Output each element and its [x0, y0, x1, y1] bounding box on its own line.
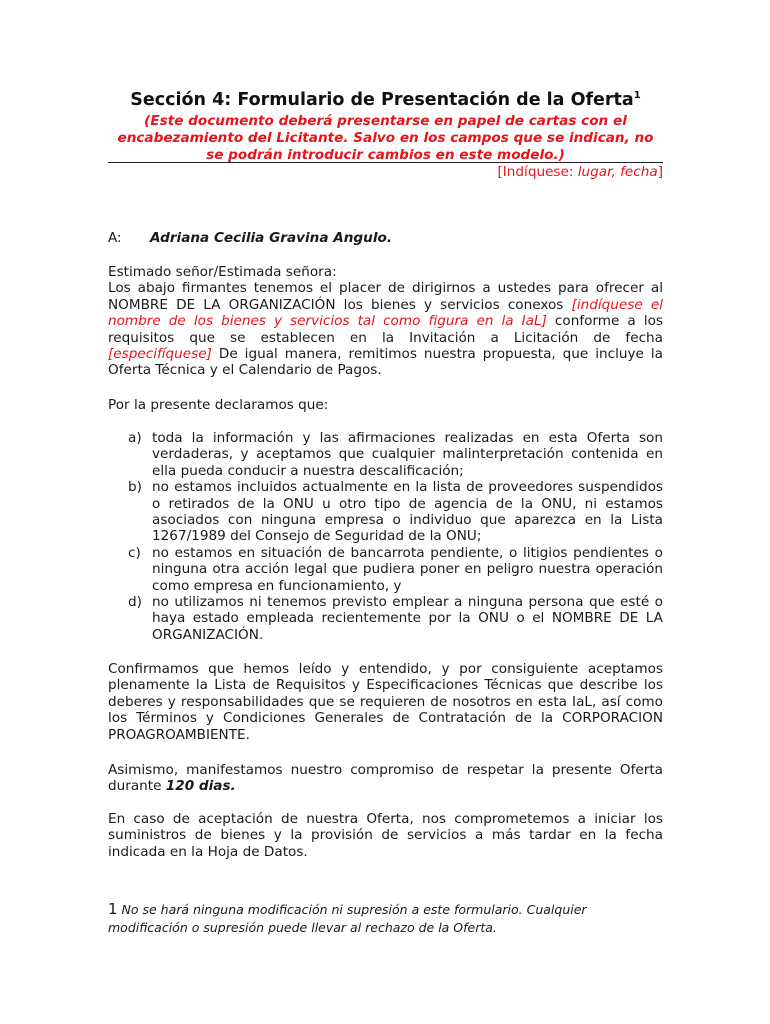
dateline-open: [Indíquese: [497, 164, 578, 180]
addressee-label: A: [108, 230, 122, 246]
list-item-text: no estamos en situación de bancarrota pendiente, o litigios pendientes o ninguna otra acción legal que pudiera poner en peligro nuestra operación como empresa en funcionamiento, y [152, 544, 663, 594]
commitment-paragraph: En caso de aceptación de nuestra Oferta, nos comprometemos a iniciar los suministros de bienes y la provisión de servicios a más tardar en la fecha indicada en la Hoja de Datos. [108, 811, 663, 860]
footnote [108, 900, 663, 937]
list-item [128, 430, 663, 479]
instruction-note: (Este documento deberá presentarse en papel de cartas con el encabezamiento del Licitante. Salvo en los campos que se indican, no se podrán introducir cambios en este modelo.) [117, 113, 654, 163]
list-item-text: toda la información y las afirmaciones realizadas en esta Oferta son verdaderas, y aceptamos que cualquier malinterpretación contenida en ella pueda conducir a nuestra descalificación; [152, 430, 663, 479]
page-title [108, 90, 663, 110]
date-placeholder: [especifíquese] [108, 346, 212, 363]
intro-body [108, 280, 663, 378]
intro-text-1: Los abajo firmantes tenemos el placer de dirigirnos a ustedes para ofrecer al NOMBRE DE LA ORGANIZACIÓN los bienes y servicios conexos [108, 280, 663, 313]
list-marker: c) [128, 544, 141, 561]
confirmation-paragraph: Confirmamos que hemos leído y entendido, y por consiguiente aceptamos plenamente la Lista de Requisitos y Especificaciones Técnicas que describe los deberes y responsabilidades que se requieren de nosotros en esta IaL, así como los Términos y Condiciones Generales de Contratación de la CORPORACION PROAGROAMBIENTE. [108, 661, 663, 743]
goods-services-placeholder: [indíquese el nombre de los bienes y servicios tal como figura en la IaL] [108, 296, 663, 330]
list-marker: a) [128, 430, 142, 446]
list-item [128, 594, 663, 643]
list-item [128, 545, 663, 594]
title-footnote-mark: 1 [633, 90, 641, 102]
list-item-text: no utilizamos ni tenemos previsto emplear a ninguna persona que esté o haya estado empleada recientemente por la ONU o el NOMBRE DE LA ORGANIZACIÓN. [152, 594, 663, 643]
list-marker: d) [128, 594, 142, 611]
list-item-text: no estamos incluidos actualmente en la lista de proveedores suspendidos o retirados de la ONU u otro tipo de agencia de la ONU, ni estamos asociados con ninguna empresa o individuo que aparezca en la Lista 1267/1989 del Consejo de Seguridad de la ONU; [152, 479, 663, 545]
validity-paragraph [108, 762, 663, 795]
intro-text-2: conforme a los requisitos que se establecen en la Invitación a Licitación de fecha [108, 313, 663, 346]
validity-text: Asimismo, manifestamos nuestro compromiso de respetar la presente Oferta durante [108, 762, 663, 795]
footnote-text: No se hará ninguna modificación ni supresión a este formulario. Cualquier modificación o supresión puede llevar al rechazo de la Oferta. [108, 902, 587, 935]
list-item [128, 479, 663, 545]
title-text: Sección 4: Formulario de Presentación de la Oferta [130, 90, 634, 110]
footnote-number: 1 [108, 900, 118, 918]
intro-paragraph [108, 264, 663, 379]
list-marker: b) [128, 479, 142, 496]
dateline-close: ] [657, 164, 663, 180]
intro-text-3: De igual manera, remitimos nuestra propuesta, que incluye la Oferta Técnica y el Calendario de Pagos. [108, 346, 663, 379]
declaration-lead: Por la presente declaramos que: [108, 397, 329, 413]
header-divider [108, 162, 663, 163]
salutation: Estimado señor/Estimada señora: [108, 264, 337, 280]
addressee-name: Adriana Cecilia Gravina Angulo. [150, 230, 392, 246]
dateline-fields: lugar, fecha [577, 164, 658, 180]
place-date-placeholder [497, 164, 663, 180]
declaration-list [128, 430, 663, 643]
validity-period: 120 dias. [165, 778, 236, 795]
